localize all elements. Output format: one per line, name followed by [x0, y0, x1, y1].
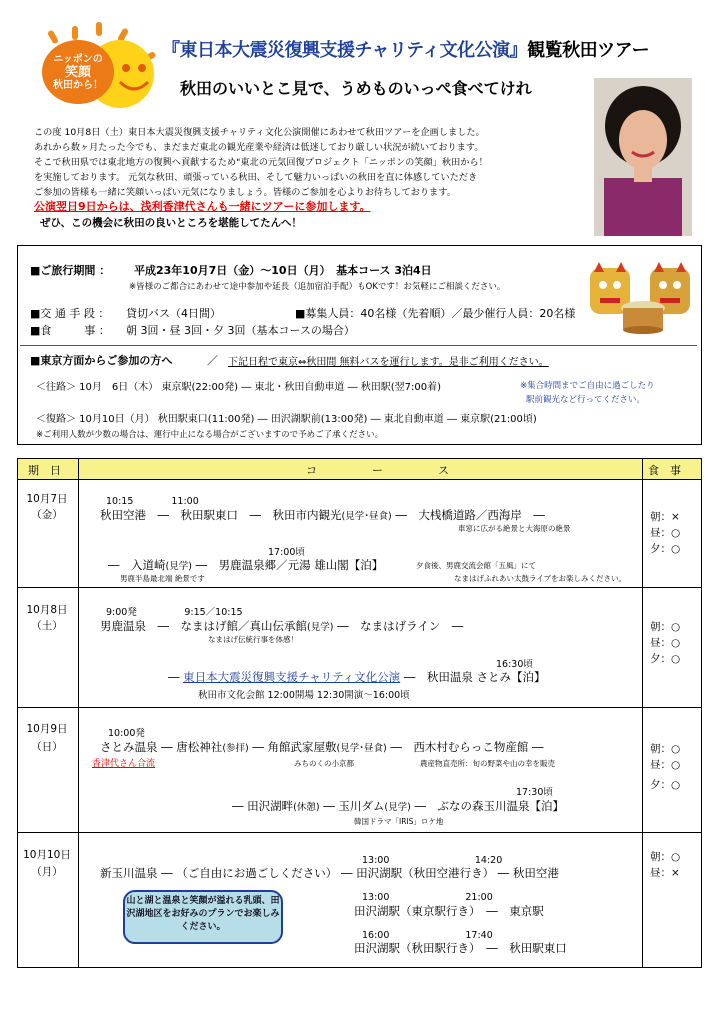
route-note: (参拝): [222, 743, 249, 754]
intro-line: あれから数ヶ月たった今でも、まだまだ東北の観光産業や経済は低迷しており厳しい状況が続いております。: [34, 142, 484, 153]
period-note: ※皆様のご都合にあわせて途中参加や延長（追加宿泊手配）もOKです！お気軽にご相談ください。: [129, 282, 506, 292]
sun-ray-icon: [72, 26, 78, 40]
route-row: 新玉川温泉 ― （ご自由にお過ごしください） ― 田沢湖駅（秋田空港行き） ― 秋田空港: [100, 866, 559, 880]
route-text: ― 玉川ダム: [323, 799, 385, 813]
intro-line: ご参加の皆様も一緒に笑顔いっぱい元気になりましょう。皆様のご参加を心よりお待ちしております。: [34, 187, 456, 198]
route-caption: 夕食後、男鹿交流会館「五風」にて: [416, 561, 536, 570]
route-caption: 男鹿半島最北端 絶景です: [120, 574, 205, 583]
time-row: 10:15 11:00: [106, 496, 199, 507]
closing-line: ぜひ、この機会に秋田の良いところを堪能してたんへ！: [40, 217, 302, 229]
outbound-route: ＜往路＞ 10月 6日（木） 東京駅(22:00発) ― 東北・秋田自動車道 ― 秋田駅(翌7:00着): [36, 382, 442, 393]
route-text: ―: [168, 670, 180, 684]
transport-label: ■交 通 手 段 ：: [30, 307, 110, 320]
route-text: ― ぶなの森玉川温泉【泊】: [414, 799, 564, 813]
time-row: 13:00 14:20: [362, 855, 503, 866]
title-suffix: 観覧秋田ツアー: [527, 40, 650, 61]
intro-line: を実施しております。 元気な秋田、頑張っている秋田、そして魅力いっぱいの秋田を直に体感していただき: [34, 172, 478, 183]
route-row: 田沢湖駅（秋田駅行き） ― 秋田駅東口: [354, 941, 567, 955]
time-row: 17:00頃: [268, 547, 305, 558]
route-caption: 農産物直売所：旬の野菜や山の幸を販売: [420, 759, 555, 768]
route-text: ― 入道崎: [108, 558, 166, 572]
intro-line: この度 10月8日（土）東日本大震災復興支援チャリティ文化公演開催にあわせて秋田ツアーを企画しました。: [34, 127, 485, 138]
day-weekday: （金）: [31, 509, 63, 521]
route-text: 男鹿温泉 ― なまはげ館／真山伝承館: [100, 619, 307, 633]
time-row: 16:30頃: [496, 659, 533, 670]
header-course: コ ー ス: [306, 464, 449, 477]
route-caption: 韓国ドラマ「IRIS」ロケ地: [354, 817, 444, 826]
route-text: ― なまはげライン ―: [337, 619, 464, 633]
route-text: ― 秋田温泉 さとみ【泊】: [403, 670, 546, 684]
meal-dinner: 夕：○: [650, 779, 681, 791]
cancel-note: ※ご利用人数が少数の場合は、運行中止になる場合がございますので予めご了承ください。: [36, 430, 384, 440]
route-caption: 車窓に広がる絶景と大海原の絶景: [458, 524, 571, 533]
portrait-photo: [594, 78, 692, 236]
route-row: [168, 669, 545, 685]
time-row: 10:00発: [108, 728, 145, 739]
time-row: 9:00発 9:15／10:15: [106, 607, 243, 618]
route-row: [100, 618, 463, 634]
route-text: ― 角館武家屋敷: [252, 740, 337, 754]
row-divider: [18, 587, 701, 588]
route-text: ― 西木村むらっこ物産館 ―: [390, 740, 544, 754]
schedule-table: [17, 458, 702, 968]
day-date: 10月7日: [26, 493, 68, 505]
column-divider: [642, 459, 643, 967]
logo-line: ニッポンの: [53, 53, 103, 65]
time-row: 16:00 17:40: [362, 930, 493, 941]
header-meal: 食 事: [648, 464, 681, 477]
route-caption: みちのくの小京都: [294, 759, 354, 768]
food-tub-icon: [620, 300, 666, 334]
meal-breakfast: 朝：×: [650, 511, 680, 523]
meal-label: ■食 事 ：: [30, 324, 110, 337]
charity-concert-link[interactable]: 東日本大震災復興支援チャリティ文化公演: [183, 670, 401, 684]
route-row: [100, 507, 545, 523]
day-date: 10月8日: [26, 604, 68, 616]
day-weekday: （日）: [31, 741, 63, 753]
sun-ray-icon: [47, 29, 59, 44]
meal-dinner: 夕：○: [650, 653, 681, 665]
outbound-note: 駅前観光など行ってください。: [526, 395, 646, 405]
day-weekday: （月）: [31, 866, 63, 878]
title-main: 『東日本大震災復興支援チャリティ文化公演』: [162, 40, 528, 61]
route-text: さとみ温泉 ― 唐松神社: [100, 740, 223, 754]
sun-ray-icon: [96, 22, 102, 36]
route-text: ― 田沢湖畔: [232, 799, 294, 813]
period-value: 平成23年10月7日（金）～10日（月） 基本コース 3泊4日: [134, 264, 432, 277]
tokyo-slash: ／: [207, 354, 218, 367]
logo-line: 笑顔: [64, 64, 91, 80]
meal-breakfast: 朝：○: [650, 743, 681, 755]
route-row: [232, 798, 564, 814]
section-divider: [20, 345, 697, 346]
route-row: [100, 739, 544, 755]
meal-value: 朝 3回・昼 3回・夕 3回（基本コースの場合）: [126, 324, 355, 337]
meal-dinner: 夕：○: [650, 543, 681, 555]
guest-join-note: 香津代さん合流: [92, 759, 156, 769]
time-row: 13:00 21:00: [362, 892, 493, 903]
logo-badge: [42, 40, 114, 104]
transport-value: 貸切バス（4日間）: [126, 307, 221, 320]
outbound-note: ※集合時間までご自由に過ごしたり: [520, 381, 655, 391]
meal-breakfast: 朝：○: [650, 621, 681, 633]
day-date: 10月9日: [26, 723, 68, 735]
tokyo-title: ■東京方面からご参加の方へ: [30, 354, 173, 367]
row-divider: [18, 707, 701, 708]
route-text: ― 男鹿温泉郷／元湯 雄山閣【泊】: [195, 558, 384, 572]
route-note: (見学): [307, 622, 334, 633]
meal-lunch: 昼：○: [650, 759, 681, 771]
meal-lunch: 昼：×: [650, 867, 680, 879]
page-title: [162, 36, 649, 62]
route-caption: なまはげふれあい太鼓ライブをお楽しみください。: [454, 574, 627, 583]
meal-lunch: 昼：○: [650, 527, 681, 539]
route-note: (見学･昼食): [336, 743, 387, 754]
route-note: (見学): [165, 561, 192, 572]
page-subtitle: 秋田のいいとこ見で、うめものいっぺ食べてけれ: [180, 79, 532, 98]
tokyo-note: 下記日程で東京⇔秋田間 無料バスを運行します。是非ご利用ください。: [228, 357, 549, 368]
route-note: (見学): [384, 802, 411, 813]
route-text: 秋田空港 ― 秋田駅東口 ― 秋田市内観光: [100, 508, 342, 522]
row-divider: [18, 832, 701, 833]
intro-line: そこで秋田県では東北地方の復興へ貢献するため"東北の元気回復プロジェクト「ニッポンの笑顔」秋田から！: [34, 157, 488, 168]
day4-callout: 山と湖と温泉と笑顔が溢れる乳頭、田沢湖地区をお好みのプランでお楽しみください。: [123, 890, 283, 944]
route-caption: 秋田市文化会館 12:00開場 12:30開演～16:00頃: [198, 690, 410, 701]
route-row: 田沢湖駅（東京駅行き） ― 東京駅: [354, 904, 544, 918]
meal-lunch: 昼：○: [650, 637, 681, 649]
meal-breakfast: 朝：○: [650, 851, 681, 863]
period-label: ■ご旅行期間 ：: [30, 264, 111, 277]
route-row: [108, 557, 383, 573]
recruit-info: ■募集人員：40名様（先着順）／最少催行人員：20名様: [295, 307, 576, 320]
logo-line: 秋田から！: [53, 79, 103, 91]
route-text: ― 大桟橋道路／西海岸 ―: [395, 508, 545, 522]
route-caption: なまはげ伝統行事を体感！: [208, 635, 298, 644]
day-weekday: （土）: [31, 620, 63, 632]
day-date: 10月10日: [23, 849, 71, 861]
return-route: ＜復路＞ 10月10日（月） 秋田駅東口(11:00発) ― 田沢湖駅前(13:00発) ― 東北自動車道 ― 東京駅(21:00頃): [36, 414, 537, 425]
highlight-notice: 公演翌日9日からは、浅利香津代さんも一緒にツアーに参加します。: [34, 200, 371, 213]
column-divider: [78, 459, 79, 967]
route-note: (見学･昼食): [341, 511, 392, 522]
header-date: 期 日: [28, 464, 61, 477]
time-row: 17:30頃: [516, 787, 553, 798]
route-note: (休憩): [293, 802, 320, 813]
